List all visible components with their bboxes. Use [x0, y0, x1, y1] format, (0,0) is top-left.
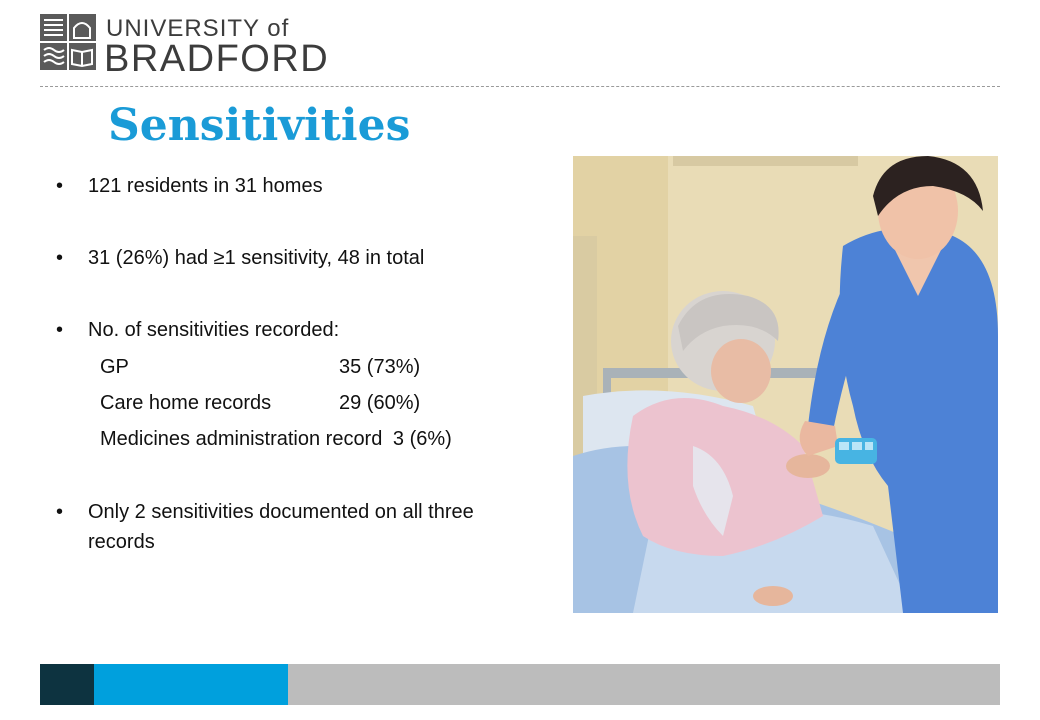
source-label: Medicines administration record [100, 428, 383, 450]
bullet-icon: • [56, 501, 64, 523]
footer-bar-blue [94, 664, 288, 705]
bullet-item: • 31 (26%) had ≥1 sensitivity, 48 in total [56, 243, 556, 273]
slide-title: Sensitivities [108, 100, 411, 151]
bullet-item: • No. of sensitivities recorded: [56, 315, 556, 345]
source-row-care-home [100, 388, 421, 418]
footer-bar-grey [288, 664, 1000, 705]
bullet-icon: • [56, 319, 64, 341]
source-row-mar [100, 424, 452, 454]
logo-text-university: UNIVERSITY of [106, 15, 290, 42]
header-divider [40, 86, 1000, 87]
source-label: GP [100, 356, 129, 378]
bullet-item: • Only 2 sensitivities documented on all three records [56, 497, 556, 557]
bullet-icon: • [56, 247, 64, 269]
source-label: Care home records [100, 392, 272, 414]
source-value: 35 (73%) [339, 356, 421, 378]
bullet-item: • 121 residents in 31 homes [56, 171, 556, 201]
source-value: 29 (60%) [339, 392, 421, 414]
university-crest-icon [40, 14, 96, 70]
footer-bar-dark [40, 664, 94, 705]
bullet-icon: • [56, 175, 64, 197]
logo-text-bradford: BRADFORD [104, 38, 330, 80]
university-logo [40, 14, 330, 80]
nurse-resident-photo [573, 156, 998, 613]
source-row-gp [100, 352, 421, 382]
source-value: 3 (6%) [392, 428, 452, 450]
